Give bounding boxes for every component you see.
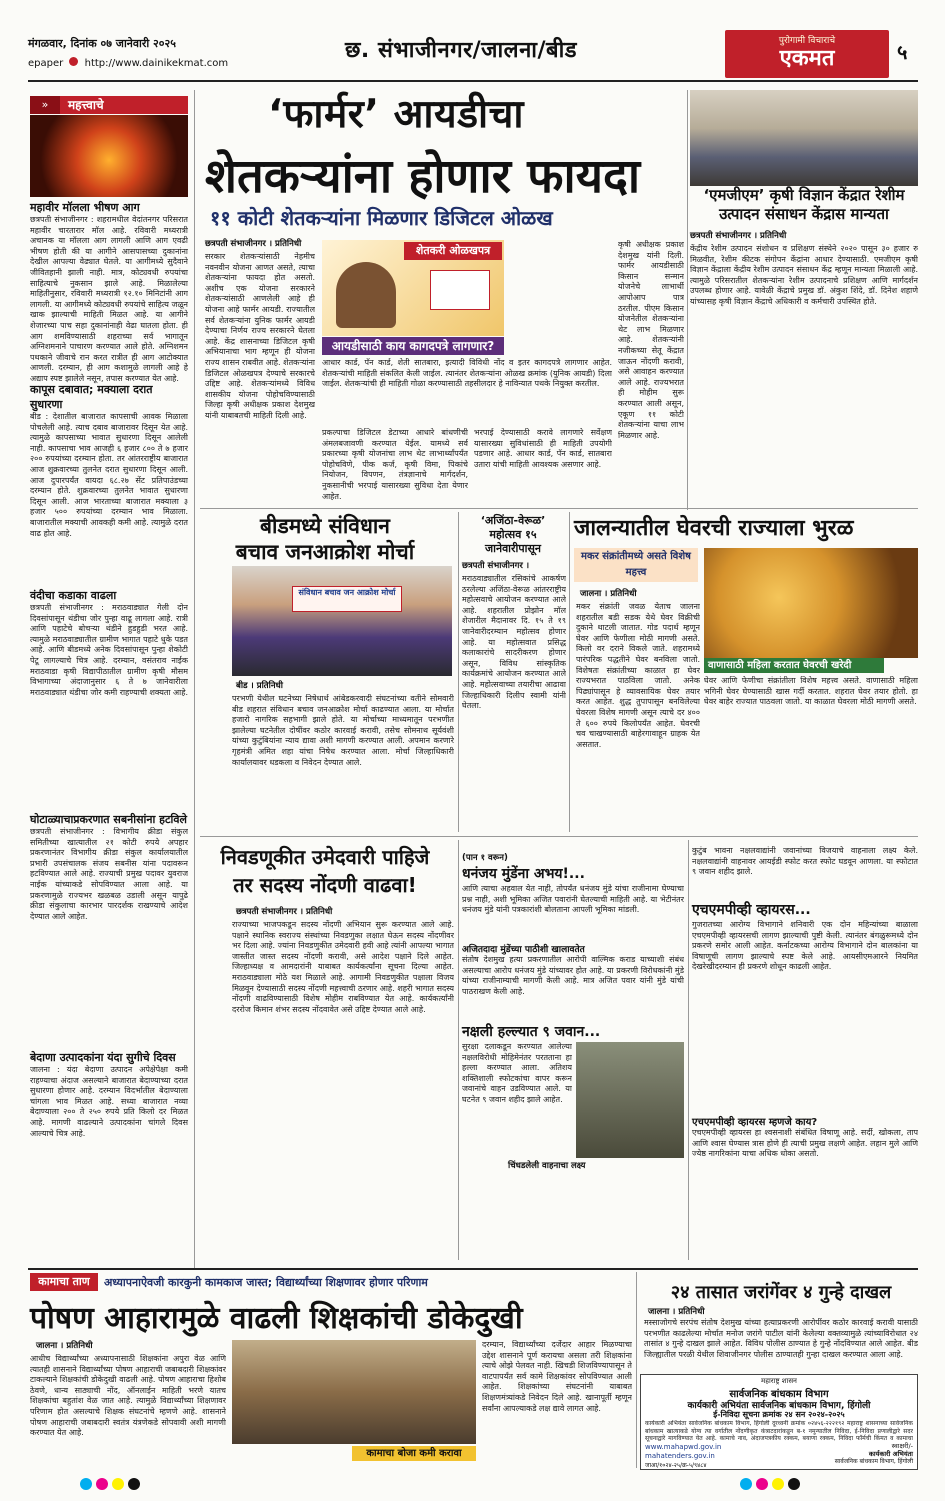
tender-notice-ad (640, 1374, 918, 1470)
ellora-title-line3: जानेवारीपासून (484, 542, 542, 555)
column-divider (569, 512, 570, 832)
logo-name: एकमत (779, 46, 835, 71)
sidebar-label: महत्त्वाचे (30, 96, 188, 114)
section-rule (28, 1268, 918, 1270)
column-divider (687, 90, 688, 510)
column-divider (688, 840, 689, 1260)
lead-col4: भरपाई देण्यासाठी करावे लागणारे सर्वेक्षण यासारख्या सुविधांसाठी ही माहिती उपयोगी पडणार आहे. आधार कार्ड, पॅन कार्ड, सातबारा उतारा यांची माहिती आवश्यक असणार आहे. (474, 428, 612, 469)
column-divider (458, 512, 459, 832)
farmer-id-graphic (322, 240, 504, 336)
sidebar-story-title: बेदाणा उत्पादकांना यंदा सुगीचे दिवस (30, 1051, 176, 1064)
lead-headline-line2: शेतकऱ्यांना होणार फायदा (205, 149, 641, 204)
destroyed-vehicle-photo (576, 1042, 684, 1158)
section-divider (200, 508, 918, 509)
beed-headline (200, 513, 450, 565)
id-card-icon (430, 270, 490, 310)
cyan-dot-icon (740, 1478, 752, 1490)
mall-fire-photo (30, 115, 188, 197)
sidebar-story-body: छत्रपती संभाजीनगर : विभागीय क्रीडा संकुल समितीच्या खात्यातील २१ कोटी रुपये अपहार प्रकरणानंतर विभागीय क्रीडा संकुल कार्यालयातील प्रभारी उपसंचालक संजय सबनीस यांना पदावरून हटविण्यात आले आहे. राज्याची प्रमुख पदावर युवराज नाईक यांच्याकडे सोपविण्यात आला आहे. या प्रकरणामुळे राज्यभर खळबळ उडाली असून यापुढे क्रीडा संकुलाचा कारभार पारदर्शक राखण्याचे आदेश देण्यात आले आहेत. (30, 827, 188, 921)
attack-caption: चिंधडलेली वाहनाचा लक्ष्य (508, 1161, 586, 1171)
tender-notice-no: ई-निविदा सूचना क्रमांक २४ सन २०२४-२०२५ (713, 1410, 845, 1419)
sidebar-story-1 (30, 200, 188, 391)
ghevar-byline: जालना । प्रतिनिधी (580, 589, 637, 599)
globe-icon (69, 57, 78, 66)
sidebar-story-5 (30, 1050, 188, 1275)
sidebar-story-body: छत्रपती संभाजीनगर : शहरामधील वेदांतनगर परिसरात महावीर चारतारार मॉल आहे. रविवारी मध्यरात्री अचानक या मॉलला आग लागली आणि आग एवढी भीषण होती की या आगीने आसपासच्या दुकानांना देखील आपल्या वेढ्यात घेतले. या आगीमध्ये सुदैवाने जीवितहानी झाली नाही. मात्र, कोट्यवधी रुपयांचा साहित्याचे नुकसान झाले आहे. मिळालेल्या माहितीनुसार, रविवारी मध्यरात्री १२.१० मिनिटांनी आग लागली. या आगीमध्ये कोट्यवधी रुपयांचे साहित्य जळून खाक झाल्याची माहिती मिळत आहे. या आगीने शेजारच्या पाच सहा दुकानांनाही वेढा घातला होता. ही आग शमविण्यासाठी शहराच्या सर्व भागातून अग्निशमनाने पाचारण करण्यात आले होते. अग्निशमन पथकाने जीवाचे रान करत रात्रीत ही आग आटोक्यात आणली. दरम्यान, ही आग कशामुळे लागली आहे हे अद्याप स्पष्ट झालेले नसून, तपास करण्यात येत आहे. (30, 215, 188, 383)
farmer-figure (336, 262, 396, 328)
election-headline (200, 843, 450, 899)
logo-tagline: पुरोगामी विचाराचे (778, 36, 836, 46)
lead-byline: छत्रपती संभाजीनगर । प्रतिनिधी (205, 239, 302, 249)
attack-continued: कुटुंब भावना नक्षलवाद्यांनी जवानांच्या विजयाचे वाहनाला लक्ष्य केले. नक्षलवाद्यांनी वाहनावर आयईडी स्फोट करत स्फोट घडवून आणला. या स्फोटात ९ जवान शहीद झाले. (692, 846, 918, 877)
attack-body: सुरक्षा दलाकडून करण्यात आलेल्या नक्षलविरोधी मोहिमेनंतर परतताना हा हल्ला करण्यात आला. अतिशय शक्तिशाली स्फोटकांचा वापर करून जवानांचे वाहन उडविण्यात आले. या घटनेत ९ जवान शहीद झाले आहेत. (462, 1042, 572, 1104)
tender-office: कार्यकारी अभियंता सार्वजनिक बांधकाम विभाग, हिंगोली (687, 1401, 871, 1411)
election-headline-line2: तर सदस्य नोंदणी वाढवा! (233, 873, 417, 897)
registration-marks-right (740, 1478, 860, 1490)
tender-body: कार्यकारी अभियंता सार्वजनिक बांधकाम विभाग, हिंगोली दूरध्वनी क्रमांक ०२४५६-२२२१९२ महाराष्ट्र शासनाच्या सार्वजनिक बांधकाम खात्याकडे योग्य त्या वर्गातील नोंदणीकृत कंत्राटदारांकडून ब-१ नमुन्यातील निविदा, ई-निविदा प्रणालीद्वारे सदर सूचनाद्वारे मागविण्यात येत आहे. कामाचे नाव, अंदाजपत्रकीय रक्कम, बयाणा रक्कम, निविदा फॉर्मची किंमत व कामाचा (645, 1420, 913, 1442)
tender-authority: महाराष्ट्र शासन (761, 1377, 797, 1385)
ghevar-photo (704, 548, 918, 658)
school-meal-photo (232, 1340, 476, 1444)
tender-ref: जाआ/१०२४-२५/क्र-५/९४८४ (645, 1462, 707, 1469)
dhananjay-headline: धनंजय मुंडेंना अभय!... (462, 866, 585, 882)
sidebar-story-body: छत्रपती संभाजीनगर : मराठवाड्यात गेली दोन दिवसांपासून थंडीचा जोर पुन्हा वाढू लागला आहे. रात्री आणि पहाटेचे बोचऱ्या थंडीने हुडहुडी भरत आहे. त्यामुळे मराठवाड्यातील ग्रामीण भागात पहाटे धुके पडत आहे. आणि बीडमध्ये अनेक दिवसांपासून पुन्हा शेकोटी पेटू लागल्याचे चित्र आहे. दरम्यान, वसंतराव नाईक मराठवाडा कृषी विद्यापीठातील ग्रामीण कृषी मौसम विभागाच्या अंदाजानुसार ६ ते ७ जानेवारीला मराठवाड्यात थंडीचा जोर कमी राहण्याची शक्यता आहे. (30, 603, 188, 697)
tender-web2[interactable]: mahatenders.gov.in (645, 1452, 715, 1460)
sidebar-story-title: घोटाळ्याचाप्रकरणात सबनीसांना हटविले (30, 813, 187, 826)
double-chevron-icon: » (30, 96, 60, 114)
yellow-dot-icon (772, 1478, 784, 1490)
ellora-byline: छत्रपती संभाजीनगर । (462, 561, 530, 571)
sidebar-story-2 (30, 382, 188, 600)
header-rule (28, 80, 918, 82)
hmpv-heading: एचएमपीव्ही व्हायरस... (692, 902, 811, 918)
ellora-body: मराठवाड्यातील रसिकांचे आकर्षण ठरलेल्या अजिंठा-वेरूळ आंतरराष्ट्रीय महोत्सवाचे आयोजन करण्यात आले आहे. शहरातील प्रोझोन मॉल शेजारील मैदानावर दि. १५ ते १९ जानेवारीदरम्यान महोत्सव होणार आहे. या महोत्सवात प्रसिद्ध कलाकारांचे सादरीकरण होणार असून, विविध सांस्कृतिक कार्यक्रमांचे आयोजन करण्यात आले आहे. महोत्सवाच्या तयारीचा आढावा जिल्हाधिकारी दिलीप स्वामी यांनी घेतला. (462, 574, 566, 711)
tender-dept: सार्वजनिक बांधकाम विभाग (729, 1389, 829, 1400)
sidebar-story-4 (30, 812, 188, 1047)
ellora-title-line2: महोत्सव १५ (489, 528, 537, 541)
sidebar-story-3 (30, 588, 188, 813)
rally-banner: संविधान बचाव जन आक्रोश मोर्चा (292, 586, 402, 612)
dhananjay-body: आणि त्याचा अहवाल येत नाही, तोपर्यंत धनंजय मुंडे यांचा राजीनामा घेण्याचा प्रश्न नाही, अशी भूमिका अजित पवारांनी घेतल्याची माहिती आहे. या भेटीनंतर धनंजय मुंडे यांनी पत्रकारांशी बोलताना आपली भूमिका मांडली. (462, 884, 684, 915)
education-body: आधीच विद्यार्थ्यांच्या अध्यापनासाठी शिक्षकांना अपुरा वेळ आणि त्यातही शासनाने विद्यार्थ्यांच्या पोषण आहाराची जबाबदारी शिक्षकांवर टाकल्याने शिक्षकांची डोकेदुखी वाढली आहे. पोषण आहाराचा हिशोब ठेवणे, धान्य साठ्याची नोंद, ऑनलाईन माहिती भरणे यातच शिक्षकांचा बहुतांश वेळ जात आहे. त्यामुळे विद्यार्थ्यांच्या शिक्षणावर परिणाम होत असल्याचे शिक्षक संघटनांचे म्हणणे आहे. शासनाने पोषण आहाराची जबाबदारी स्वतंत्र यंत्रणेकडे सोपवावी अशी मागणी करण्यात येत आहे. (30, 1354, 226, 1438)
tender-sign-name: कार्यकारी अभियंता (868, 1450, 913, 1458)
yellow-dot-icon (112, 1478, 124, 1490)
beed-rally-photo (232, 566, 452, 676)
sidebar-story-title: महावीर मॉलला भीषण आग (30, 201, 140, 214)
mgm-meeting-photo (690, 90, 918, 186)
ellora-title-line1: ‘अजिंठा-वेरूळ’ (480, 514, 546, 527)
lead-headline-line1: ‘फार्मर’ आयडीचा (268, 92, 524, 137)
education-body2: दरम्यान, विद्यार्थ्यांच्या दर्जेदार आहार मिळण्याचा उद्देश शासनाने पूर्ण करायचा असला तरी शिक्षकांना त्याचे ओझे पेलवत नाही. खिचडी शिजविण्यापासून ते वाटपापर्यंत सर्व कामे शिक्षकांवर सोपविण्यात आली आहेत. शिक्षकांच्या संघटनांनी याबाबत शिक्षणमंत्र्यांकडे निवेदन दिले आहे. खानापूर्ती म्हणून सर्वांना आपल्याकडे लक्ष द्यावे लागत आहे. (482, 1340, 632, 1413)
farmer-id-title: शेतकरी ओळखपत्र (404, 242, 502, 260)
election-byline: छत्रपती संभाजीनगर । प्रतिनिधी (236, 907, 333, 917)
election-headline-line1: निवडणूकीत उमेदवारी पाहिजे (220, 845, 430, 869)
epaper-label: epaper (28, 58, 64, 69)
lead-col3: प्रकल्पाचा डिजिटल डेटाच्या आधारे बांधणीची अंमलबजावणी करण्यात येईल. यामध्ये सर्व प्रकारच्या कृषी योजनांचा लाभ थेट लाभार्थ्यांपर्यंत पोहोचविणे, पीक कर्ज, कृषी विमा, पिकांचे नियोजन, विपणन, तंत्रज्ञानाचे मार्गदर्शन, नुकसानीची भरपाई यासारख्या सुविधा देता येणार आहेत. (322, 428, 468, 501)
issue-date: मंगळवार, दिनांक ०७ जानेवारी २०२५ (28, 37, 176, 50)
website-url[interactable]: http://www.dainikekmat.com (84, 58, 229, 69)
beed-byline: बीड । प्रतिनिधी (236, 681, 283, 691)
education-headline: पोषण आहारामुळे वाढली शिक्षकांची डोकेदुखी (30, 1301, 523, 1336)
continued-kicker: (पान १ वरून) (462, 853, 508, 863)
education-byline: जालना । प्रतिनिधी (36, 1341, 93, 1351)
mgm-byline: छत्रपती संभाजीनगर । प्रतिनिधी (690, 231, 787, 241)
dhananjay-subhead: अजितदादा मुंडेंच्या पाठीशी खालावतेत (462, 945, 585, 955)
hmpv-body: गुजरातच्या आरोग्य विभागाने शनिवारी एक दोन महिन्यांच्या बाळाला एचएमपीव्ही व्हायरसची लागण झाल्याची पुष्टी केली. त्यानंतर बंगळुरूमध्ये दोन प्रकरणे समोर आली आहेत. कर्नाटकच्या आरोग्य विभागाने दोन बालकांना या विषाणूची लागण झाल्याचे स्पष्ट केले आहे. आयसीएमआरने नियमित देखरेखीदरम्यान ही प्रकरणे शोधून काढली आहेत. (692, 920, 918, 972)
lead-col5: कृषी अधीक्षक प्रकाश देशमुख यांनी दिली. फार्मर आयडीसाठी किसान सन्मान योजनेचे लाभार्थी आपोआप पात्र ठरतील. पीएम किसान योजनेतील शेतकऱ्यांना थेट लाभ मिळणार आहे. शेतकऱ्यांनी नजीकच्या सेतू केंद्रात जाऊन नोंदणी करावी, असे आवाहन करण्यात आले आहे. राज्यभरात ही मोहीम सुरू करण्यात आली असून, एकूण ११ कोटी शेतकऱ्यांना याचा लाभ मिळणार आहे. (618, 240, 684, 440)
black-dot-icon (788, 1478, 800, 1490)
tender-sign-label: स्वाक्षरी/- (891, 1442, 913, 1450)
jarange-body: मस्साजोगचे सरपंच संतोष देशमुख यांच्या हत्याप्रकरणी आरोपींवर कठोर कारवाई करावी यासाठी परभणीत काढलेल्या मोर्चात मनोज जरांगे पाटील यांनी केलेल्या वक्तव्यामुळे त्यांच्याविरोधात २४ तासांत ४ गुन्हे दाखल झाले आहेत. विविध पोलीस ठाण्यात हे गुन्हे नोंदविण्यात आले आहेत. बीड जिल्ह्यातील परळी येथील शिवाजीनगर पोलीस ठाण्यातही गुन्हा दाखल करण्यात आला आहे. (644, 1318, 918, 1359)
beed-headline-line2: बचाव जनआक्रोश मोर्चा (235, 540, 415, 564)
jarange-headline: २४ तासात जरांगेंवर ४ गुन्हे दाखल (670, 1282, 892, 1303)
section-divider (200, 836, 918, 837)
hmpv-body2: एचएमपीव्ही व्हायरस हा श्वसनाशी संबंधित विषाणू आहे. सर्दी, खोकला, ताप आणि श्वास घेण्यास त्रास होणे ही त्याची प्रमुख लक्षणे आहेत. लहान मुले आणि ज्येष्ठ नागरिकांना याचा अधिक धोका असतो. (692, 1128, 918, 1159)
mgm-body: केंद्रीय रेशीम उत्पादन संशोधन व प्रशिक्षण संस्थेने २०२० पासून ३० हजार रु मिळवीत, रेशीम कीटक संगोपन केंद्रांना आधार देण्यासाठी. एमजीएम कृषी विज्ञान केंद्राला केंद्रीय रेशीम उत्पादन संसाधन केंद्र म्हणून मान्यता मिळाली आहे. त्यामुळे परिसरातील शेतकऱ्यांना रेशीम उत्पादनाचे प्रशिक्षण आणि मार्गदर्शन उपलब्ध होणार आहे. यावेळी केंद्राचे प्रमुख डॉ. अंकुश शिंदे, डॉ. दिनेश शहाणे यांच्यासह कृषी विज्ञान केंद्राचे अधिकारी व कर्मचारी उपस्थित होते. (690, 244, 918, 306)
education-caption: कामाचा बोजा कमी करावा (352, 1446, 476, 1461)
hmpv-subheading: एचएमपीव्ही व्हायरस म्हणजे काय? (692, 1117, 818, 1128)
education-strap: अध्यापनाऐवजी कारकुनी कामकाज जास्त; विद्यार्थ्यांच्या शिक्षणावर होणार परिणाम (104, 1276, 428, 1289)
ghevar-kicker: मकर संक्रांतीमध्ये असते विशेष महत्त्व (574, 548, 698, 582)
beed-body: परभणी येथील घटनेच्या निषेधार्थ आंबेडकरवादी संघटनांच्या वतीने सोमवारी बीड शहरात संविधान बचाव जनआक्रोश मोर्चा काढण्यात आला. या मोर्चात हजारो नागरिक सहभागी झाले होते. या मोर्चाच्या माध्यमातून परभणीत झालेल्या घटनेतील दोषींवर कठोर कारवाई करावी, तसेच सोमनाथ सूर्यवंशी यांच्या कुटुंबियांना न्याय द्यावा अशी मागणी करण्यात आली. अपमान करणारे गृहमंत्री अमित शहा यांचा निषेध करण्यात आला. मोर्चा जिल्हाधिकारी कार्यालयावर धडकला व निवेदन देण्यात आले. (232, 694, 454, 767)
education-tag: कामाचा ताण (30, 1273, 98, 1291)
cyan-dot-icon (80, 1478, 92, 1490)
registration-marks-left (80, 1478, 200, 1490)
election-body: राज्याच्या भाजपकडून सदस्य नोंदणी अभियान सुरू करण्यात आले आहे. पक्षाने स्थानिक स्वराज्य संस्थांच्या निवडणुका लक्षात घेऊन सदस्य नोंदणीवर भर दिला आहे. ज्यांना निवडणुकीत उमेदवारी हवी आहे त्यांनी आपल्या भागात जास्तीत जास्त सदस्य नोंदणी करावी, असे आदेश पक्षाने दिले आहेत. जिल्हाध्यक्ष व आमदारांनी याबाबत कार्यकर्त्यांना सूचना दिल्या आहेत. मराठवाड्याला मोठे यश मिळाले आहे. आगामी निवडणुकीत पक्षाला विजय मिळवून देण्यासाठी सदस्य नोंदणी महत्त्वाची ठरणार आहे. शहरी भागात सदस्य नोंदणी वाढविण्यासाठी विशेष मोहीम राबविण्यात येत आहे. कार्यकर्त्यांनी दररोज किमान शंभर सदस्य नोंदवावेत असे उद्दिष्ट देण्यात आले आहे. (232, 920, 454, 1014)
lead-subhead: ११ कोटी शेतकऱ्यांना मिळणार डिजिटल ओळख (210, 206, 553, 230)
ellora-headline (461, 514, 565, 556)
ghevar-lede: घेवर आणि फेणीचा संक्रांतीला विशेष महत्त्व असते. वाणासाठी महिला भगिनी घेवर घेण्यासाठी खास गर्दी करतात. शहरात घेवर तयार होतो. हा घेवर बाहेर राज्यात पाठवला जातो. या काळात घेवरला मोठी मागणी असते. (704, 676, 918, 707)
ghevar-headline: जालन्यातील घेवरची राज्याला भुरळ (574, 516, 854, 541)
ghevar-caption: वाणासाठी महिला करतात घेवरची खरेदी (704, 658, 884, 673)
magenta-dot-icon (96, 1478, 108, 1490)
column-divider (636, 1272, 637, 1468)
magenta-dot-icon (756, 1478, 768, 1490)
attack-headline: नक्षली हल्ल्यात ९ जवान... (462, 1024, 601, 1040)
mgm-headline: ‘एमजीएम’ कृषी विज्ञान केंद्रात रेशीम उत्पादन संसाधन केंद्रास मान्यता (703, 186, 905, 223)
lead-col1: सरकार शेतकऱ्यांसाठी नेहमीच नवनवीन योजना आणत असते, त्याचा शेतकऱ्यांना फायदा होत असतो. अशीच एक योजना सरकारने शेतकऱ्यांसाठी आणलेली आहे ही योजना आहे फार्मर आयडी. राज्यातील सर्व शेतकऱ्यांना युनिक फार्मर आयडी देण्याचा निर्णय राज्य सरकारने घेतला आहे. केंद्र शासनाच्या डिजिटल कृषी अभियानाचा भाग म्हणून ही योजना राज्य शासन राबवीत आहे. शेतकऱ्यांना डिजिटल ओळखपत्र देण्याचे सरकारचे उद्दिष्ट आहे. शेतकऱ्यांमध्ये विविध शासकीय योजना पोहोचविण्यासाठी जिल्हा कृषी अधीक्षक प्रकाश देशमुख यांनी याबाबतची माहिती दिली आहे. (205, 252, 315, 420)
edition-title: छ. संभाजीनगर/जालना/बीड (345, 38, 578, 63)
tender-web1[interactable]: www.mahapwd.gov.in (645, 1443, 722, 1451)
sidebar-story-title: वंदीचा कडाका वाढला (30, 589, 117, 602)
dhananjay-body2: संतोष देशमुख हत्या प्रकरणातील आरोपी वाल्मिक कराड याच्याशी संबंध असल्याचा आरोप धनंजय मुंडे यांच्यावर होत आहे. या प्रकरणी विरोधकांनी मुंडे यांच्या राजीनाम्याची मागणी केली आहे. मात्र अजित पवार यांनी मुंडे यांची पाठराखण केली आहे. (462, 955, 684, 996)
ghevar-body: मकर संक्रांती जवळ येताच जालना शहरातील बडी सडक येथे घेवर विक्रीची दुकाने थाटली जातात. गोड पदार्थ म्हणून घेवर आणि फेणीला मोठी मागणी असते. किलो वर दराने विकले जाते. शहरामध्ये पारंपरिक पद्धतीने घेवर बनविला जातो. विशेषतः संक्रांतीच्या काळात हा घेवर राज्यभरात पाठविला जातो. अनेक पिढ्यांपासून हे व्यावसायिक घेवर तयार करत आहेत. शुद्ध तुपापासून बनविलेल्या घेवरला विशेष मागणी असून त्याचे दर ४०० ते ६०० रुपये किलोपर्यंत आहेत. घेवरची चव चाखण्यासाठी बाहेरगावाहून ग्राहक येत असतात. (576, 602, 700, 749)
black-dot-icon (128, 1478, 140, 1490)
jarange-byline: जालना । प्रतिनिधी (648, 1307, 705, 1317)
epaper-link[interactable] (28, 57, 228, 69)
sidebar-story-title: कापूस दबावात; मक्याला दरात सुधारणा (30, 383, 153, 411)
column-divider (458, 840, 459, 1260)
tender-sign-office: सार्वजनिक बांधकाम विभाग, हिंगोली (834, 1458, 913, 1465)
sidebar-story-body: जालना : यंदा बेदाणा उत्पादन अपेक्षेपेक्षा कमी राहण्याचा अंदाज असल्याने बाजारात बेदाण्याच्या दरात सुधारणा होणार आहे. दरम्यान विदर्भातील बेदाण्याला चांगला भाव मिळत आहे. सध्या बाजारात नव्या बेदाण्याला २०० ते २५० रुपये प्रति किलो दर मिळत आहे. मागणी वाढल्याने उत्पादकांना चांगले दिवस आल्याचे चित्र आहे. (30, 1065, 188, 1138)
column-divider (194, 90, 195, 1270)
sidebar-story-body: बीड : देशातील बाजारात कापसाची आवक मिळाला पोचलेली आहे. त्याच दबाव बाजारावर दिसून येत आहे. त्यामुळे कापसाच्या भावात सुधारणा दिसून आलेली नाही. कापसाचा भाव आजही ६ हजार ८०० ते ७ हजार २०० रुपयांच्या दरम्यान होता. तर आंतरराष्ट्रीय बाजारात आज शुक्रवारच्या तुलनेत दरात सुधारणा दिसून आली. आज दुपारपर्यंत वायदा ६८.२७ सेंट प्रतिपाउंडच्या दरम्यान होते. शुक्रवारच्या तुलनेत भावात सुधारणा दिसून आली. आज भारताच्या बाजारात मक्याला ३ हजार ५०० रुपयांच्या दरम्यान भाव मिळाला. बाजारातील मक्याची आवकही कमी आहे. त्यामुळे दरात वाढ होत आहे. (30, 412, 188, 538)
masthead-logo (725, 30, 889, 78)
documents-question: आयडीसाठी काय कागदपत्रे लागणार? (322, 337, 504, 355)
beed-headline-line1: बीडमध्ये संविधान (260, 514, 390, 538)
lead-col2: आधार कार्ड, पॅन कार्ड, शेती सातबारा, इत्यादी विविधी नोंद व इतर कागदपत्रे लागणार आहेत. शेतकऱ्यांची माहिती संकलित केली जाईल. त्यानंतर शेतकऱ्यांना ओळख क्रमांक (युनिक आयडी) दिला जाईल. शेतकऱ्यांची ही माहिती गोळा करण्यासाठी तहसीलदार हे नाविन्यात पथके नियुक्त करतील. (322, 358, 612, 389)
page-number: ५ (897, 40, 908, 64)
